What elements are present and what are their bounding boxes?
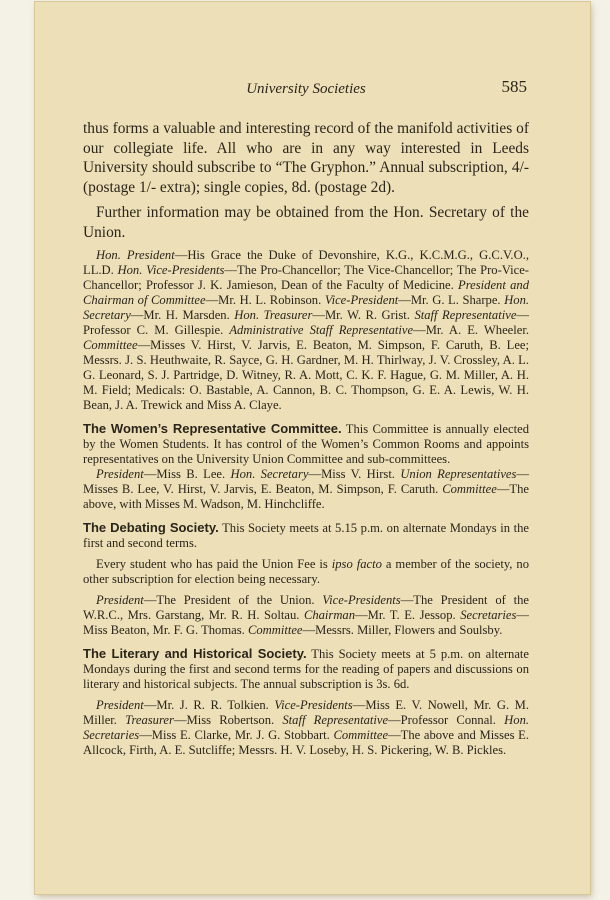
text-admin-staff-rep: —Mr. A. E. Wheeler. bbox=[413, 323, 530, 337]
text-vice-presidents: —The Pro-Chancellor; The Vice-Chancellor; The Pro-Vice-Chancellor; Professor J. K. Jamieson, Dean of the Faculty of Medicine. bbox=[83, 263, 529, 292]
literary-society-heading: The Literary and Historical Society. bbox=[83, 646, 307, 661]
text-committee: —Misses V. Hirst, V. Jarvis, E. Beaton, M. Simpson, F. Caruth, B. Lee; Messrs. J. S. Heuthwaite, R. Sayce, G. H. Gardner, M. H. Thirlway, J. V. Crossley, A. L. G. Leonard, S. J. Partridge, D. Witney, R. A. Mott, C. K. F. Hague, G. M. Miller, A. H. M. Field; Medicals: O. Bastable, A. Cannon, B. C. Thompson, G. E. A. Lewis, W. H. Bean, J. A. Trewick and Miss A. Claye. bbox=[83, 338, 529, 412]
label-vice-president: Vice-President bbox=[324, 293, 399, 307]
literary-text-president: —Mr. J. R. R. Tolkien. bbox=[143, 698, 269, 712]
label-staff-rep: Staff Representative bbox=[414, 308, 517, 322]
debating-label-president: President bbox=[96, 593, 144, 607]
womens-label-secretary: Hon. Secretary bbox=[230, 467, 309, 481]
womens-committee-heading: The Women’s Representative Committee. bbox=[83, 421, 342, 436]
text-vice-president: —Mr. G. L. Sharpe. bbox=[398, 293, 501, 307]
womens-committee-intro: This Committee is annually elected by the Women Students. It has control of the Women’s Common Rooms and appoints representatives on the University Union Committee and sub-committees. bbox=[83, 422, 529, 466]
literary-text-committee: —The above and Misses E. Allcock, Firth, A. E. Sutcliffe; Messrs. H. V. Loseby, H. S. Pickering, W. B. Pickles. bbox=[83, 728, 529, 757]
label-chairman: President and Chairman of Committee bbox=[83, 278, 529, 307]
debating-fee-paragraph bbox=[83, 557, 529, 587]
debating-officers bbox=[83, 593, 529, 638]
debating-text-committee: —Messrs. Miller, Flowers and Soulsby. bbox=[302, 623, 503, 637]
debating-fee-italic: ipso facto bbox=[331, 557, 382, 571]
text-hon-president: —His Grace the Duke of Devonshire, K.G., K.C.M.G., G.C.V.O., LL.D. bbox=[83, 248, 529, 277]
debating-label-secretaries: Secretaries bbox=[460, 608, 517, 622]
page-content bbox=[83, 77, 529, 758]
debating-label-chairman: Chairman bbox=[303, 608, 356, 622]
literary-text-vice: —Miss E. V. Nowell, Mr. G. M. Miller. bbox=[83, 698, 530, 727]
womens-label-union-reps: Union Representatives bbox=[400, 467, 517, 481]
debating-text-president: —The President of the Union. bbox=[143, 593, 315, 607]
literary-text-staff-rep: —Professor Connal. bbox=[388, 713, 496, 727]
womens-text-secretary: —Miss V. Hirst. bbox=[308, 467, 395, 481]
literary-label-secretaries: Hon. Secretaries bbox=[83, 713, 530, 742]
womens-label-committee: Committee bbox=[442, 482, 497, 496]
womens-committee-officers bbox=[83, 467, 529, 512]
text-chairman: —Mr. H. L. Robinson. bbox=[205, 293, 322, 307]
text-staff-rep: —Professor C. M. Gillespie. bbox=[83, 308, 530, 337]
label-vice-presidents: Hon. Vice-Presidents bbox=[117, 263, 225, 277]
intro-paragraph: thus forms a valuable and interesting record of the manifold activities of our collegiate life. All who are in any way interested in Leeds University should subscribe to “The Gryphon.” Annual subscription, 4/- (postage 1/- extra); single copies, 8d. (postage 2d). bbox=[83, 120, 529, 196]
womens-committee-paragraph bbox=[83, 421, 529, 467]
womens-label-president: President bbox=[96, 467, 144, 481]
label-hon-president: Hon. President bbox=[96, 248, 175, 262]
label-hon-treasurer: Hon. Treasurer bbox=[234, 308, 313, 322]
debating-text-chairman: —Mr. T. E. Jessop. bbox=[355, 608, 456, 622]
literary-society-intro: This Society meets at 5 p.m. on alternate Mondays during the first and second terms for the reading of papers and discussions on literary and historical subjects. The annual subscription is 3s. 6d. bbox=[83, 647, 529, 691]
page-number: 585 bbox=[501, 77, 527, 96]
debating-society-intro: This Society meets at 5.15 p.m. on alternate Mondays in the first and second terms. bbox=[83, 521, 529, 550]
literary-society-paragraph bbox=[83, 646, 529, 692]
literary-label-president: President bbox=[96, 698, 144, 712]
debating-label-vice: Vice-Presidents bbox=[322, 593, 401, 607]
label-committee: Committee bbox=[83, 338, 138, 352]
literary-label-treasurer: Treasurer bbox=[125, 713, 174, 727]
union-officers-paragraph bbox=[83, 248, 529, 413]
womens-text-committee: —The above, with Misses M. Wadson, M. Hinchcliffe. bbox=[83, 482, 529, 511]
debating-fee-post: a member of the society, no other subscription for election being necessary. bbox=[83, 557, 529, 586]
label-admin-staff-rep: Administrative Staff Representative bbox=[229, 323, 414, 337]
text-hon-secretary: —Mr. H. Marsden. bbox=[130, 308, 230, 322]
label-hon-secretary: Hon. Secretary bbox=[83, 293, 530, 322]
womens-text-president: —Miss B. Lee. bbox=[143, 467, 226, 481]
literary-text-secretaries: —Miss E. Clarke, Mr. J. G. Stobbart. bbox=[139, 728, 330, 742]
literary-label-vice: Vice-Presidents bbox=[274, 698, 353, 712]
literary-text-treasurer: —Miss Robertson. bbox=[173, 713, 275, 727]
literary-label-staff-rep: Staff Representative bbox=[282, 713, 389, 727]
debating-text-vice: —The President of the W.R.C., Mrs. Garstang, Mr. R. H. Soltau. bbox=[83, 593, 529, 622]
running-title: University Societies bbox=[246, 81, 366, 97]
debating-text-secretaries: —Miss Beaton, Mr. F. G. Thomas. bbox=[83, 608, 529, 637]
womens-text-union-reps: —Misses B. Lee, V. Hirst, V. Jarvis, E. Beaton, M. Simpson, F. Caruth. bbox=[83, 467, 529, 496]
debating-society-paragraph bbox=[83, 520, 529, 551]
debating-society-heading: The Debating Society. bbox=[83, 520, 219, 535]
running-head bbox=[83, 77, 529, 105]
text-hon-treasurer: —Mr. W. R. Grist. bbox=[312, 308, 410, 322]
debating-label-committee: Committee bbox=[247, 623, 303, 637]
further-info-paragraph: Further information may be obtained from the Hon. Secretary of the Union. bbox=[83, 204, 529, 241]
debating-fee-pre: Every student who has paid the Union Fee is bbox=[96, 557, 332, 571]
book-page bbox=[35, 2, 590, 894]
literary-label-committee: Committee bbox=[333, 728, 389, 742]
literary-officers bbox=[83, 698, 529, 758]
